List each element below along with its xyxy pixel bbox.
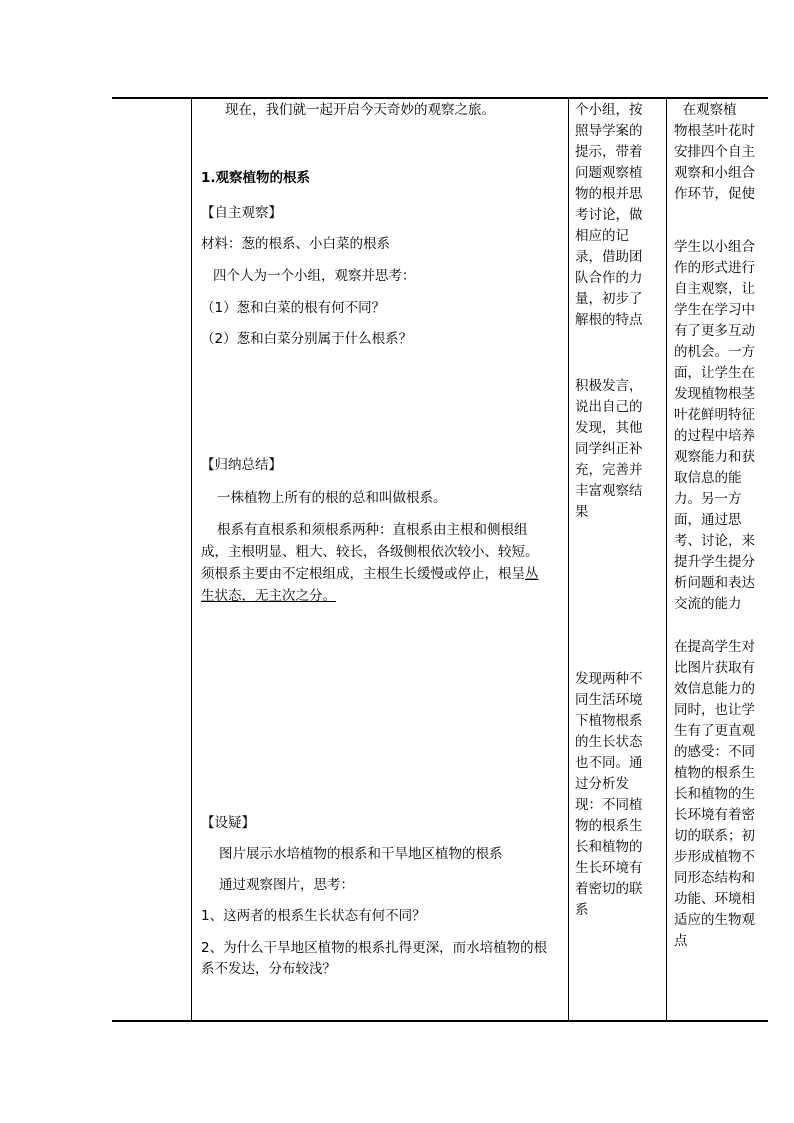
root-system-definition: 一株植物上所有的根的总和叫做根系。 bbox=[217, 490, 447, 506]
root-types-line-4-text: 生状态，无主次之分。 bbox=[201, 588, 336, 604]
question-2: （2）葱和白菜分别属于什么根系？ bbox=[201, 331, 413, 347]
group-task-text: 四个人为一个小组，观察并思考： bbox=[213, 268, 416, 284]
root-types-line-3 bbox=[201, 564, 539, 585]
root-types-line-3-underlined: 丛 bbox=[525, 566, 539, 582]
student-activity-1: 个小组，按 照导学案的 提示，带着 问题观察植 物的根并思 考讨论，做 相应的记 录，借助团 队合作的力 量，初步了 解根的特点 bbox=[575, 102, 643, 328]
column-divider-1 bbox=[191, 98, 192, 1021]
design-intent-3: 在提高学生对 比图片获取有 效信息能力的 同时，也让学 生有了更直观 的感受：不同 植物的根系生 长和植物的生 长环境有着密 切的联系；初 步形成植物不 同形态结构和 功能、环境相 适应的生物观 点 bbox=[674, 639, 755, 949]
doubt-tag: 【设疑】 bbox=[201, 815, 255, 831]
student-activity-column bbox=[575, 0, 663, 1020]
root-types-line-2: 成，主根明显、粗大、较长，各级侧根依次较小、较短。 bbox=[201, 544, 539, 560]
self-observation-tag: 【自主观察】 bbox=[201, 205, 282, 221]
think-intro: 通过观察图片，思考： bbox=[219, 877, 354, 893]
summary-tag: 【归纳总结】 bbox=[201, 457, 282, 473]
table-bottom-rule bbox=[112, 1020, 768, 1022]
design-intent-column bbox=[674, 0, 766, 1020]
column-divider-3 bbox=[666, 98, 667, 1021]
root-types-line-3-text: 须根系主要由不定根组成，主根生长缓慢或停止，根呈 bbox=[201, 566, 525, 582]
root-types-line-4 bbox=[201, 586, 336, 607]
design-intent-2: 学生以小组合 作的形式进行 自主观察，让 学生在学习中 有了更多互动 的机会。一方 面，让学生在 发现植物根茎 叶花鲜明特征 的过程中培养 观察能力和获 取信息的能 力。另一方 面，通过思 考、讨论，来 提升学生提分 析问题和表达 交流的能力 bbox=[674, 239, 755, 612]
doubt-question-2-line-1: 2、为什么干旱地区植物的根系扎得更深，而水培植物的根 bbox=[201, 940, 548, 956]
picture-intro: 图片展示水培植物的根系和干旱地区植物的根系 bbox=[219, 846, 503, 862]
design-intent-1: 在观察植 物根茎叶花时 安排四个自主 观察和小组合 作环节，促使 bbox=[674, 102, 755, 202]
column-divider-2 bbox=[568, 98, 569, 1021]
root-types-line-1: 根系有直根系和须根系两种：直根系由主根和侧根组 bbox=[217, 522, 528, 538]
student-activity-2: 积极发言， 说出自己的 发现，其他 同学纠正补 充，完善并 丰富观察结 果 bbox=[575, 378, 643, 520]
doubt-question-1: 1、这两者的根系生长状态有何不同？ bbox=[201, 908, 426, 924]
section-title: 1.观察植物的根系 bbox=[201, 170, 311, 186]
materials-text: 材料：葱的根系、小白菜的根系 bbox=[201, 236, 390, 252]
question-1: （1）葱和白菜的根有何不同？ bbox=[201, 300, 386, 316]
doubt-question-2-line-2: 系不发达，分布较浅？ bbox=[201, 961, 336, 977]
intro-text: 现在，我们就一起开启今天奇妙的观察之旅。 bbox=[225, 102, 495, 118]
student-activity-3: 发现两种不 同生活环境 下植物根系 的生长状态 也不同。通 过分析发 现：不同植 物的根系生 长和植物的 生长环境有 着密切的联 系 bbox=[575, 671, 643, 918]
teaching-content-column bbox=[201, 0, 563, 1020]
